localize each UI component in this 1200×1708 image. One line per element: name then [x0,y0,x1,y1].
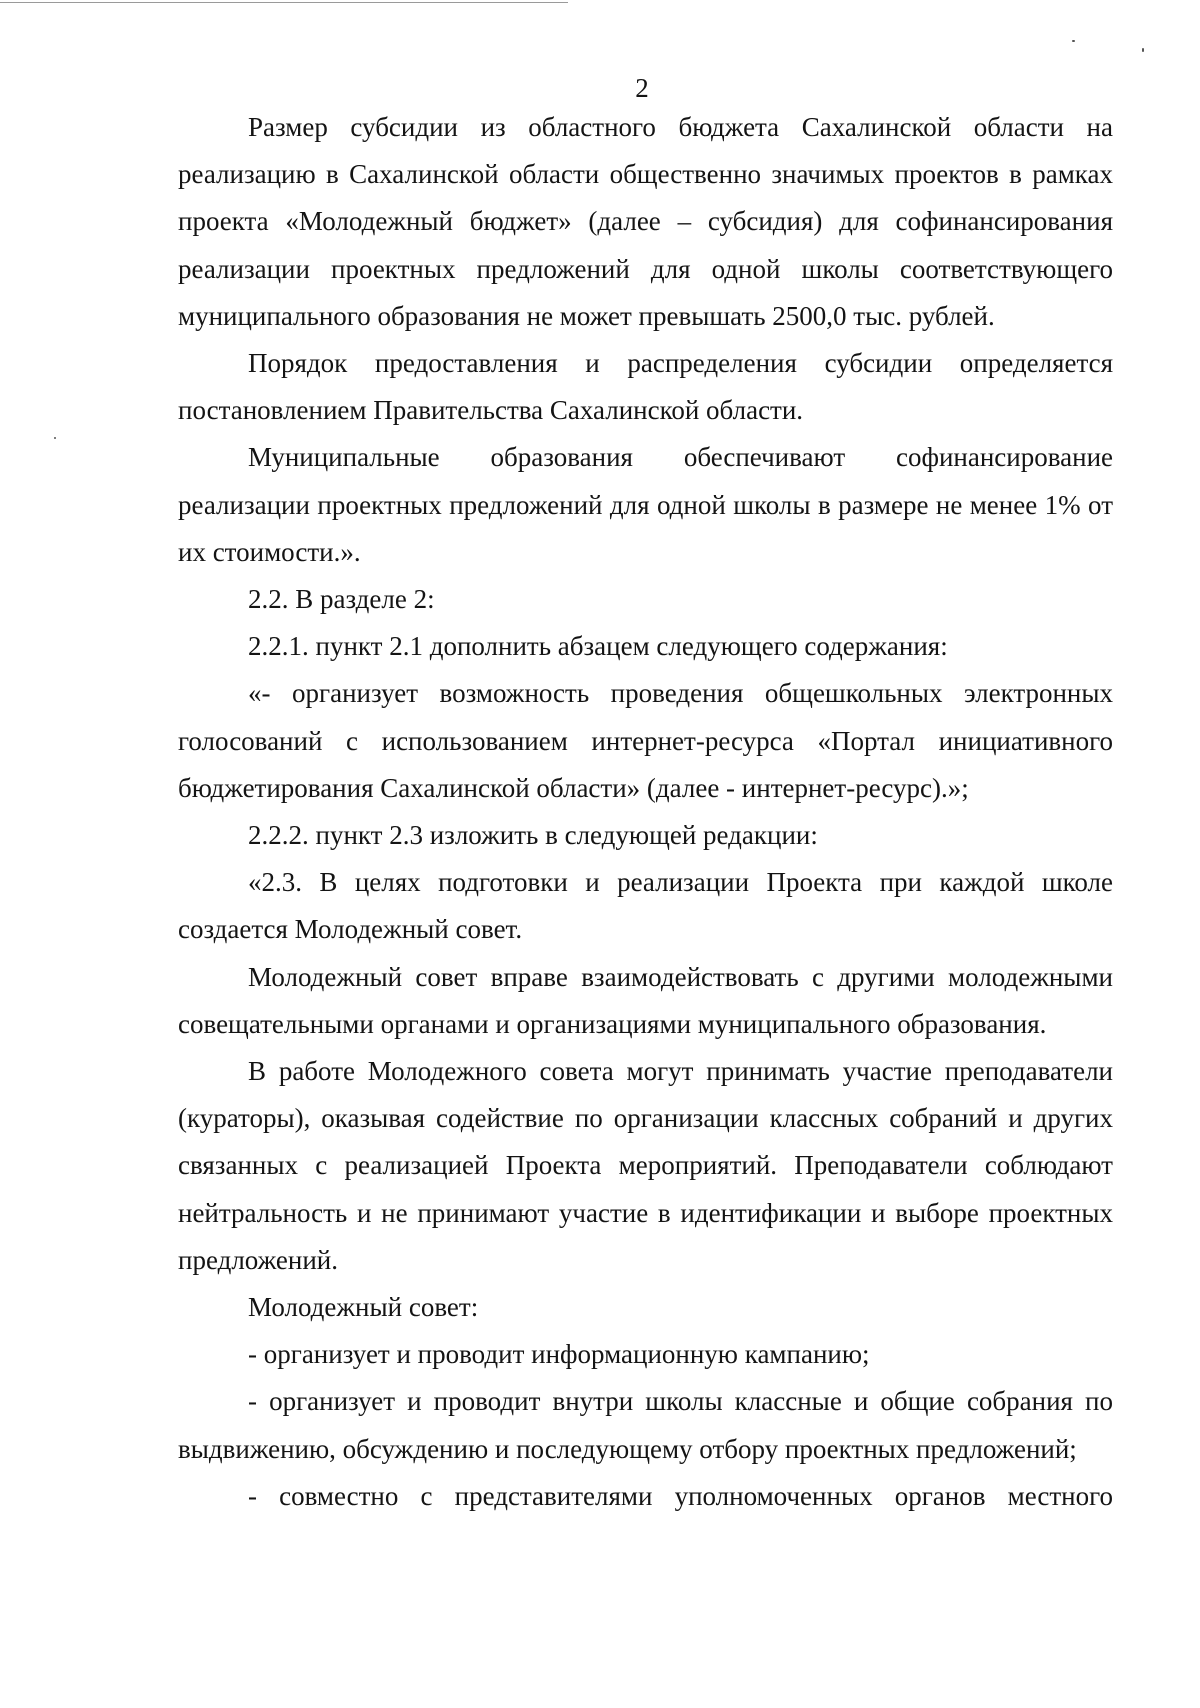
paragraph-youth-council-interaction: Молодежный совет вправе взаимодействовать с другими молодежными совещательными органами и организациями муниципального образования. [178,961,1113,1039]
document-body [178,104,1113,1520]
page-number: 2 [635,73,649,103]
scan-speck [1142,48,1144,52]
paragraph-section-2-2-2: 2.2.2. пункт 2.3 изложить в следующей редакции: [248,820,818,851]
paragraph-youth-council-heading: Молодежный совет: [248,1292,479,1323]
list-item-school-meetings: - организует и проводит внутри школы классные и общие собрания по выдвижению, обсуждению и последующему отбору проектных предложений; [178,1386,1113,1464]
paragraph-subsidy-amount: Размер субсидии из областного бюджета Сахалинской области на реализацию в Сахалинской области общественно значимых проектов в рамках проекта «Молодежный бюджет» (далее – субсидия) для софинансирования реализации проектных предложений для одной школы соответствующего муниципального образования не может превышать 2500,0 тыс. рублей. [178,112,1113,331]
paragraph-youth-council-creation: «2.3. В целях подготовки и реализации Проекта при каждой школе создается Молодежный совет. [178,867,1113,945]
list-item-local-authorities: - совместно с представителями уполномоченных органов местного [248,1480,1113,1511]
paragraph-section-2-2-1: 2.2.1. пункт 2.1 дополнить абзацем следующего содержания: [248,631,948,662]
scan-edge-line [0,2,568,3]
paragraph-teachers-participation: В работе Молодежного совета могут принимать участие преподаватели (кураторы), оказывая содействие по организации классных собраний и других связанных с реализацией Проекта мероприятий. Преподаватели соблюдают нейтральность и не принимают участие в идентификации и выборе проектных предложений. [178,1056,1113,1275]
paragraph-cofinancing: Муниципальные образования обеспечивают софинансирование реализации проектных предложений для одной школы в размере не менее 1% от их стоимости.». [178,442,1113,567]
paragraph-subsidy-procedure: Порядок предоставления и распределения субсидии определяется постановлением Правительства Сахалинской области. [178,348,1113,426]
scan-speck [54,437,56,439]
list-item-information-campaign: - организует и проводит информационную кампанию; [248,1339,870,1370]
paragraph-electronic-voting: «- организует возможность проведения общешкольных электронных голосований с использованием интернет-ресурса «Портал инициативного бюджетирования Сахалинской области» (далее - интернет-ресурс).»; [178,678,1113,803]
paragraph-section-2-2: 2.2. В разделе 2: [248,584,435,615]
scan-speck [1072,40,1075,42]
